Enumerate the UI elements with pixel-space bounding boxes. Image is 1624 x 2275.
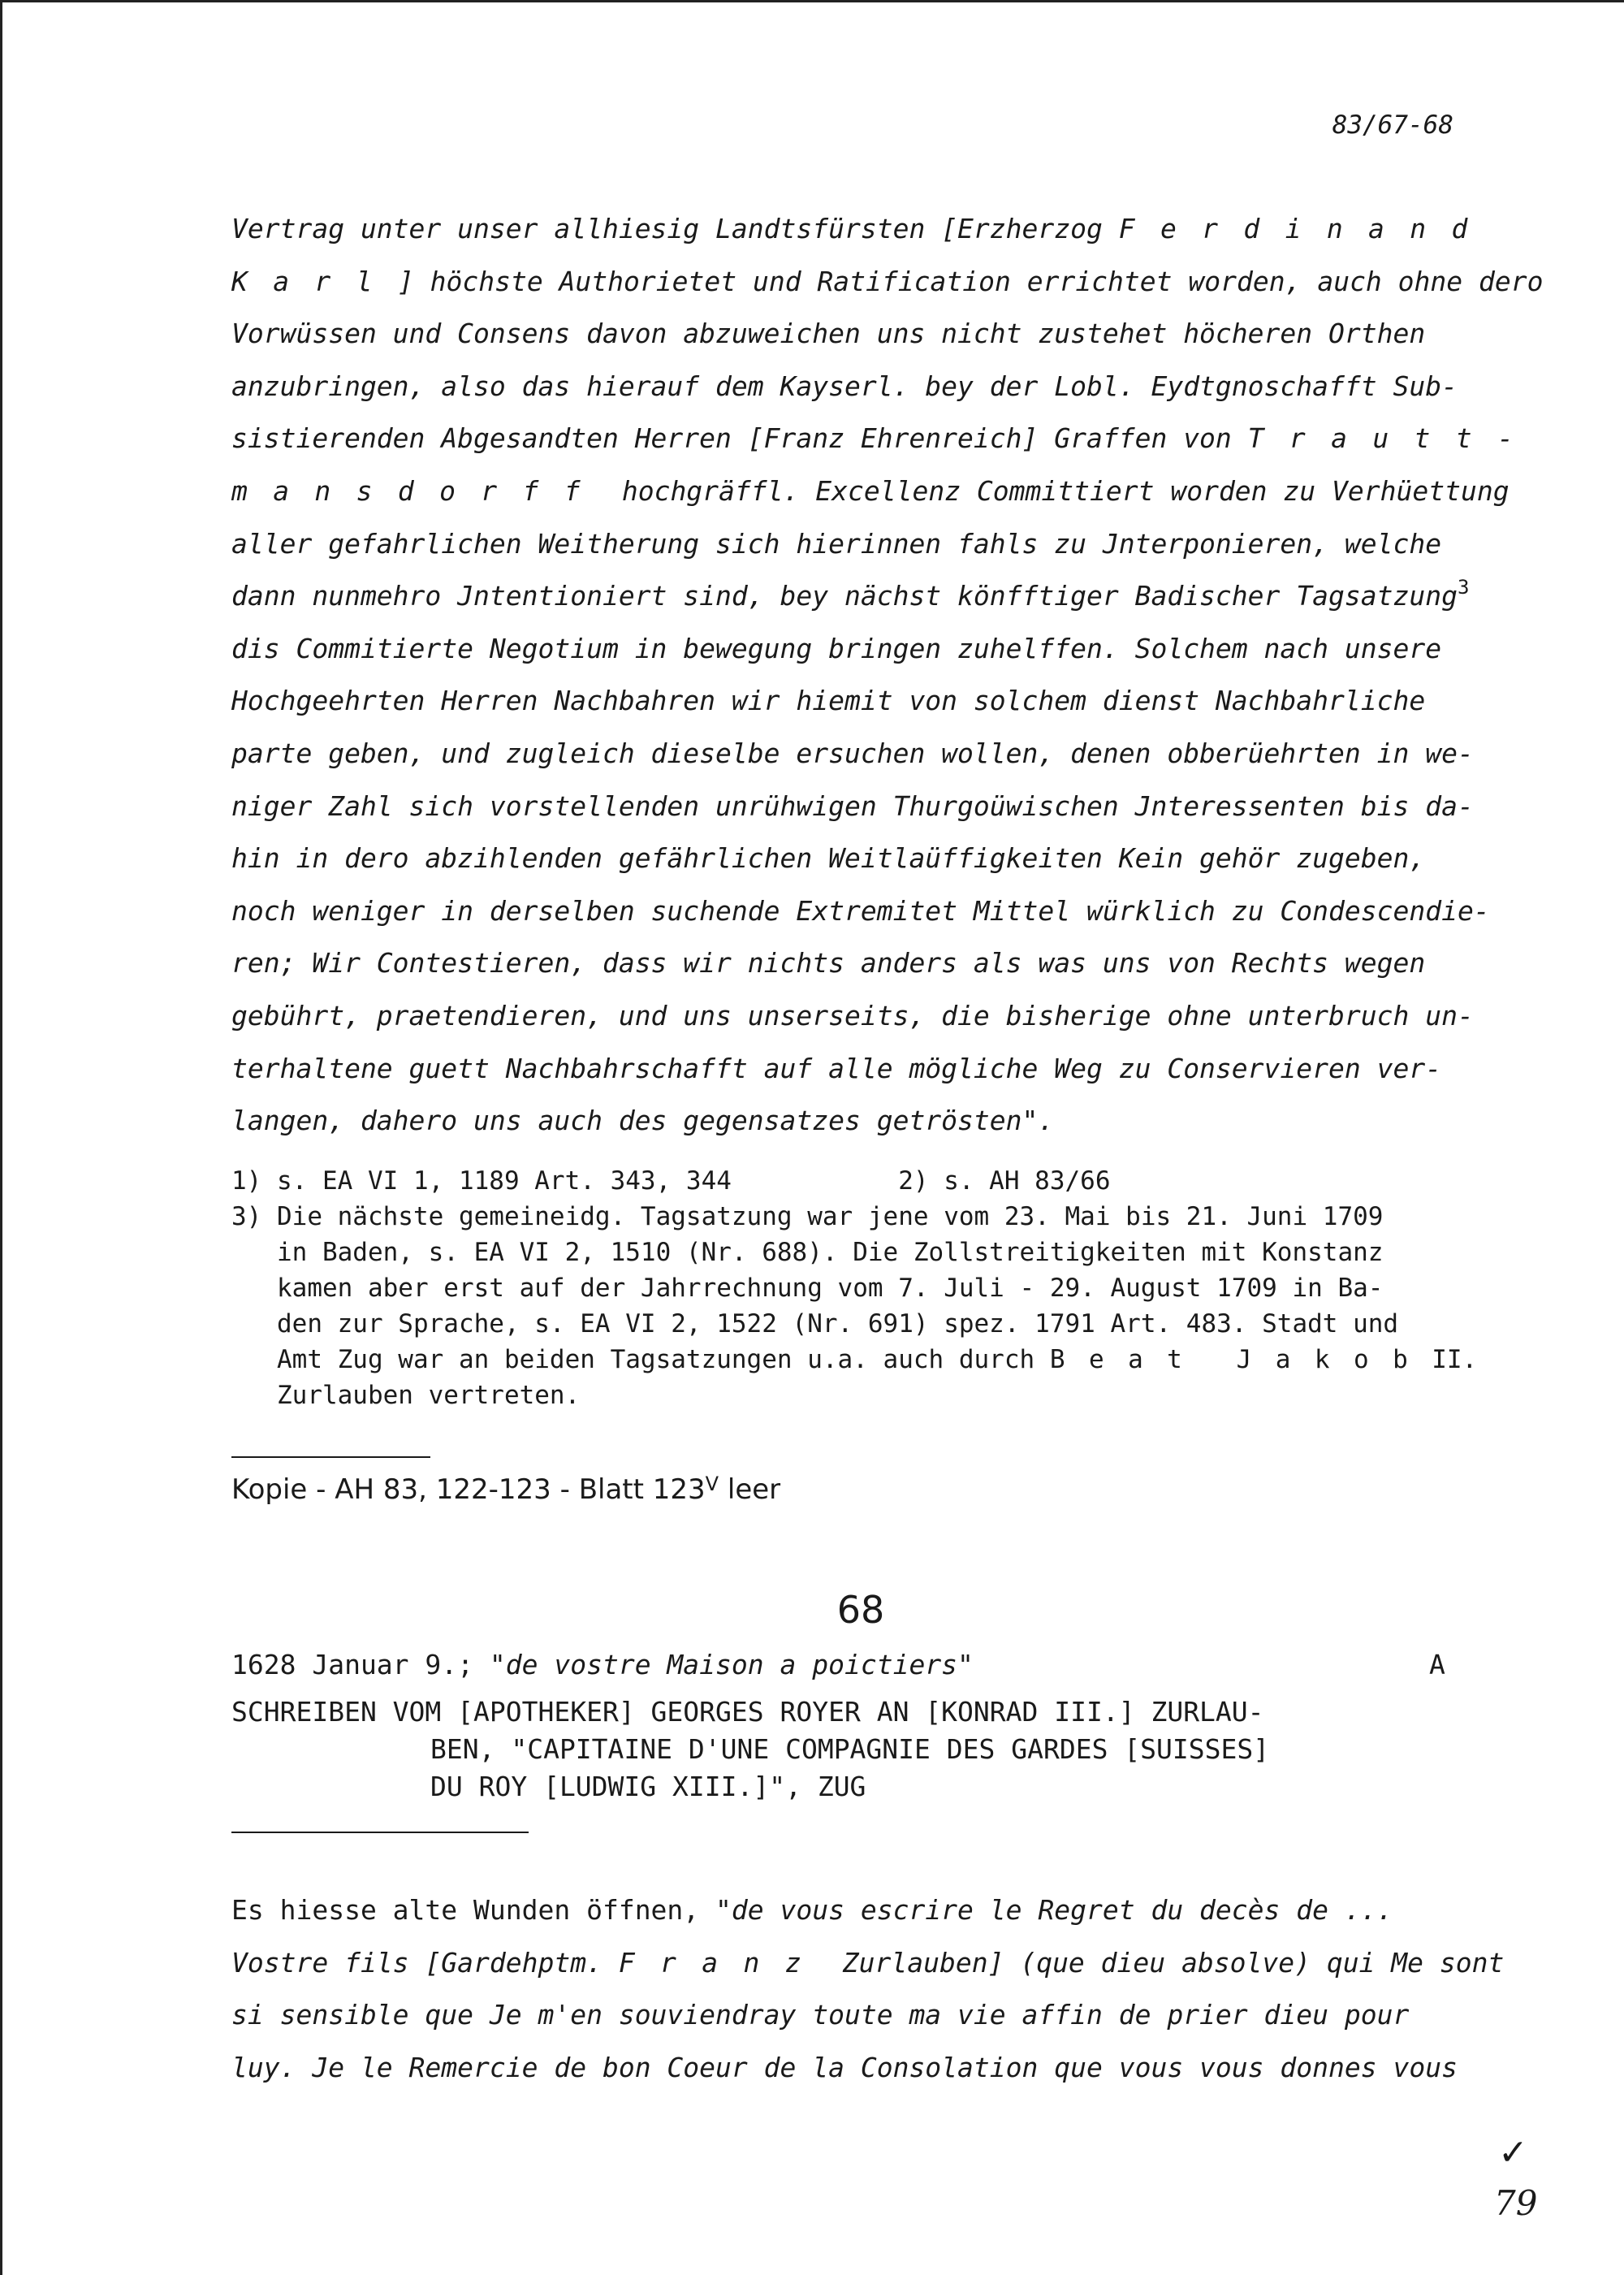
text-run: dann nunmehro Jntentioniert sind, bey nächst könfftiger Badischer Tagsatzung xyxy=(231,580,1458,612)
check-mark-icon: ✓ xyxy=(1498,2132,1528,2173)
body-line xyxy=(231,256,1544,309)
text-run: 1) s. EA VI 1, 1189 Art. 343, 344 2) s. AH 83/66 xyxy=(231,1166,1111,1196)
body-line xyxy=(231,1043,1514,1096)
spaced-name: mansdorff xyxy=(231,474,606,507)
text-run: dis Commitierte Negotium in bewegung bringen zuhelffen. Solchem nach unsere xyxy=(231,632,1442,664)
text-run: luy. Je le Remercie de bon Coeur de la Consolation que vous vous donnes vous xyxy=(231,2051,1458,2083)
text-run: langen, dahero uns auch des gegensatzes getrösten". xyxy=(231,1105,1055,1137)
text-run: "de vous escrire le Regret du decès de ... xyxy=(715,1894,1393,1926)
text-run: Vostre fils [Gardehptm. xyxy=(231,1946,619,1979)
body-line xyxy=(231,623,1514,676)
document-text-line xyxy=(231,1989,1531,2042)
text-run: sistierenden Abgesandten Herren [Franz Ehrenreich] Graffen von xyxy=(231,422,1248,455)
body-line xyxy=(231,675,1514,728)
text-run: si sensible que Je m'en souviendray toute ma vie affin de prier dieu pour xyxy=(231,1999,1410,2031)
upright-text: Es hiesse alte Wunden öffnen, xyxy=(231,1894,716,1926)
source-note-tail: leer xyxy=(719,1473,781,1506)
document-date: 1628 Januar 9.; xyxy=(231,1649,490,1680)
footnote-line xyxy=(231,1378,1531,1413)
document-text-line xyxy=(231,2042,1531,2095)
place-quote: "de vostre Maison a poictiers" xyxy=(489,1649,974,1680)
footnotes xyxy=(231,1163,1531,1413)
body-line xyxy=(231,518,1514,571)
text-run: gebührt, praetendieren, und uns unserseits, die bisherige ohne unterbruch un- xyxy=(231,999,1474,1032)
scan-border-left xyxy=(0,0,2,2275)
text-run: noch weniger in derselben suchende Extremitet Mittel würklich zu Condescendie- xyxy=(231,894,1490,927)
source-note xyxy=(231,1473,1449,1506)
body-line xyxy=(231,308,1514,361)
spaced-name: Jakob xyxy=(1236,1345,1432,1374)
text-run: hin in dero abzihlenden gefährlichen Weitlaüffigkeiten Kein gehör zugeben, xyxy=(231,842,1426,875)
archive-page-number: 79 xyxy=(1494,2183,1538,2223)
text-run: in Baden, s. EA VI 2, 1510 (Nr. 688). Die Zollstreitigkeiten mit Konstanz xyxy=(231,1238,1384,1267)
footnote-line xyxy=(231,1342,1531,1378)
footnote-line xyxy=(231,1306,1531,1342)
text-run: terhaltene guett Nachbahrschafft auf alle mögliche Weg zu Conservieren ver- xyxy=(231,1052,1442,1084)
separator-rule xyxy=(231,1456,430,1458)
body-line xyxy=(231,728,1514,781)
text-run: parte geben, und zugleich dieselbe ersuchen wollen, denen obberüehrten in we- xyxy=(231,737,1474,769)
heading-line: DU ROY [LUDWIG XIII.]", ZUG xyxy=(430,1771,866,1802)
body-line xyxy=(231,833,1514,885)
document-text-line xyxy=(231,1884,1531,1937)
text-run: 3) Die nächste gemeineidg. Tagsatzung war jene vom 23. Mai bis 21. Juni 1709 xyxy=(231,1202,1384,1231)
original-marker: A xyxy=(1429,1649,1445,1680)
source-note-text: Kopie - AH 83, 122-123 - Blatt 123 xyxy=(231,1473,706,1506)
body-line xyxy=(231,570,1514,623)
text-run: den zur Sprache, s. EA VI 2, 1522 (Nr. 691) spez. 1791 Art. 483. Stadt und xyxy=(231,1309,1399,1339)
body-line xyxy=(231,937,1514,990)
text-run: ] höchste Authorietet und Ratification errichtet worden, auch ohne dero xyxy=(397,265,1544,297)
footnote-line xyxy=(231,1235,1531,1270)
page-reference: 83/67-68 xyxy=(1332,110,1453,140)
body-line xyxy=(231,413,1540,465)
text-run: Zurlauben vertreten. xyxy=(231,1381,581,1410)
body-line xyxy=(231,885,1514,938)
document-heading xyxy=(231,1693,1531,1806)
document-text xyxy=(231,1884,1531,2094)
body-line xyxy=(231,203,1514,256)
footnote-marker: 3 xyxy=(1457,576,1470,599)
text-run: hochgräffl. Excellenz Committiert worden zu Verhüettung xyxy=(605,474,1510,507)
text-run: ren; Wir Contestieren, dass wir nichts anders als was uns von Rechts wegen xyxy=(231,947,1426,980)
scan-border-top xyxy=(0,0,1624,2)
letter-body-text xyxy=(231,203,1544,1148)
text-run xyxy=(1206,1345,1236,1374)
body-line xyxy=(231,1095,1514,1148)
spaced-name: Ferdinand xyxy=(1118,213,1493,244)
spaced-name: Beat xyxy=(1049,1345,1207,1374)
text-run: Vertrag unter unser allhiesig Landtsfürsten [Erzherzog xyxy=(231,213,1119,244)
text-run: aller gefahrlichen Weitherung sich hierinnen fahls zu Jnterponieren, welche xyxy=(231,527,1442,560)
body-line xyxy=(231,990,1514,1043)
spaced-name: Franz xyxy=(618,1946,827,1979)
date-line xyxy=(231,1649,1514,1680)
spaced-name: Karl xyxy=(231,265,398,297)
text-run: Amt Zug war an beiden Tagsatzungen u.a. auch durch xyxy=(231,1345,1050,1374)
separator-rule xyxy=(231,1832,529,1833)
body-line xyxy=(231,781,1514,833)
text-run: Zurlauben] (que dieu absolve) qui Me sont xyxy=(826,1946,1505,1979)
spaced-name: Trautt- xyxy=(1247,422,1540,455)
text-run: kamen aber erst auf der Jahrrechnung vom 7. Juli - 29. August 1709 in Ba- xyxy=(231,1274,1384,1303)
text-run: anzubringen, also das hierauf dem Kayserl. bey der Lobl. Eydtgnoschafft Sub- xyxy=(231,370,1458,402)
document-number: 68 xyxy=(836,1588,885,1632)
heading-line: SCHREIBEN VOM [APOTHEKER] GEORGES ROYER AN [KONRAD III.] ZURLAU- xyxy=(231,1696,1264,1728)
text-run: Vorwüssen und Consens davon abzuweichen uns nicht zustehet höcheren Orthen xyxy=(231,318,1426,350)
text-run: Hochgeehrten Herren Nachbahren wir hiemit von solchem dienst Nachbahrliche xyxy=(231,685,1426,717)
footnote-line xyxy=(231,1270,1531,1306)
body-line xyxy=(231,361,1514,413)
document-text-line xyxy=(231,1937,1531,1990)
footnote-line xyxy=(231,1163,1531,1199)
heading-line: BEN, "CAPITAINE D'UNE COMPAGNIE DES GARDES [SUISSES] xyxy=(430,1733,1270,1765)
footnote-line xyxy=(231,1199,1531,1235)
body-line xyxy=(231,465,1514,518)
text-run: II. xyxy=(1432,1345,1478,1374)
text-run: niger Zahl sich vorstellenden unrühwigen Thurgoüwischen Jnteressenten bis da- xyxy=(231,789,1474,822)
source-note-verso-mark: V xyxy=(705,1473,719,1495)
